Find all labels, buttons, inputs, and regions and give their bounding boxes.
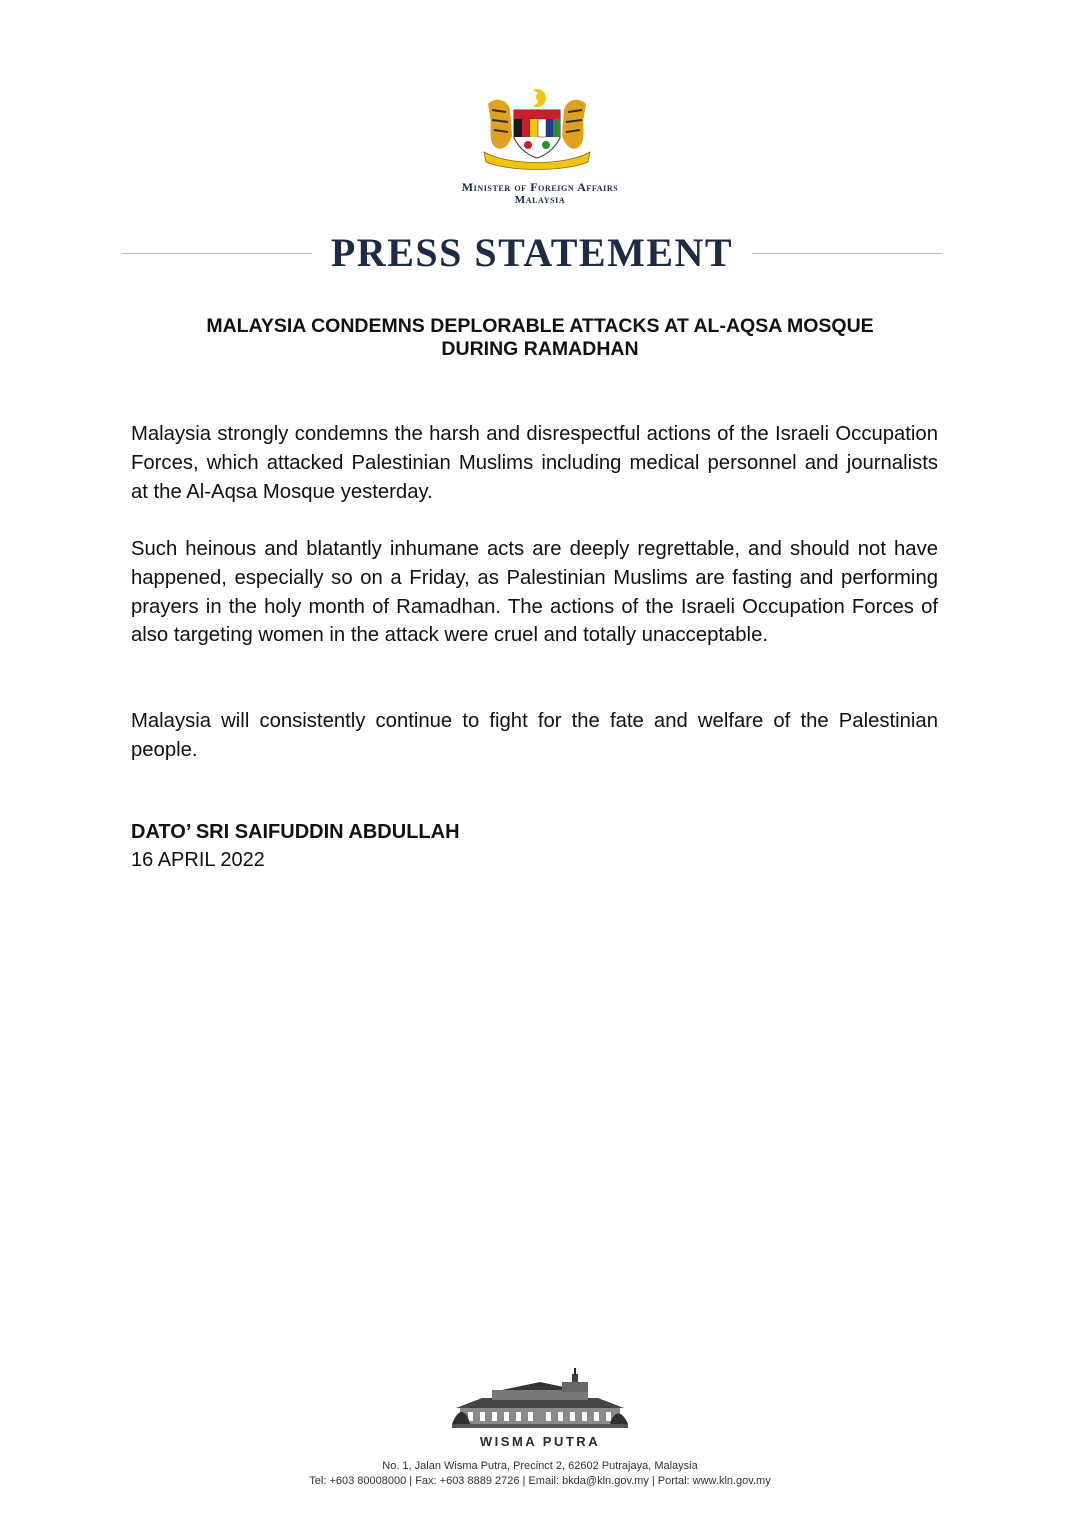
ministry-name: Minister of Foreign Affairs	[461, 180, 619, 194]
signatory-name: DATO’ SRI SAIFUDDIN ABDULLAH	[131, 821, 460, 843]
ministry-country: Malaysia	[514, 194, 566, 206]
body-paragraph: Such heinous and blatantly inhumane acts are deeply regrettable, and should not have happened, especially so on a Friday, as Palestinian Muslims are fasting and performing prayers in the holy month of Ramadhan. The actions of the Israeli Occupation Forces of also targeting women in the attack were cruel and totally unacceptable.	[131, 538, 938, 647]
footer-contact: Tel: +603 80008000 | Fax: +603 8889 2726 | Email: bkda@kln.gov.my | Portal: www.kln.gov.my	[309, 1475, 771, 1487]
press-statement-title: PRESS STATEMENT	[330, 230, 734, 275]
headline-line-1: MALAYSIA CONDEMNS DEPLORABLE ATTACKS AT AL-AQSA MOSQUE	[206, 315, 874, 337]
headline	[130, 315, 950, 361]
body-paragraph: Malaysia will consistently continue to fight for the fate and welfare of the Palestinian people.	[131, 710, 938, 761]
malaysia-coat-of-arms-icon	[478, 86, 596, 172]
footer-address: No. 1, Jalan Wisma Putra, Precinct 2, 62602 Putrajaya, Malaysia	[382, 1460, 698, 1472]
body-paragraph: Malaysia strongly condemns the harsh and disrespectful actions of the Israeli Occupation Forces, which attacked Palestinian Muslims including medical personnel and journalists at the Al-Aqsa Mosque yesterday.	[131, 423, 938, 503]
statement-date: 16 APRIL 2022	[131, 849, 265, 871]
title-divider-left	[122, 253, 312, 254]
building-name: WISMA PUTRA	[479, 1434, 601, 1449]
headline-line-2: DURING RAMADHAN	[441, 338, 639, 360]
title-divider-right	[752, 253, 942, 254]
wisma-putra-building-icon	[452, 1368, 628, 1430]
